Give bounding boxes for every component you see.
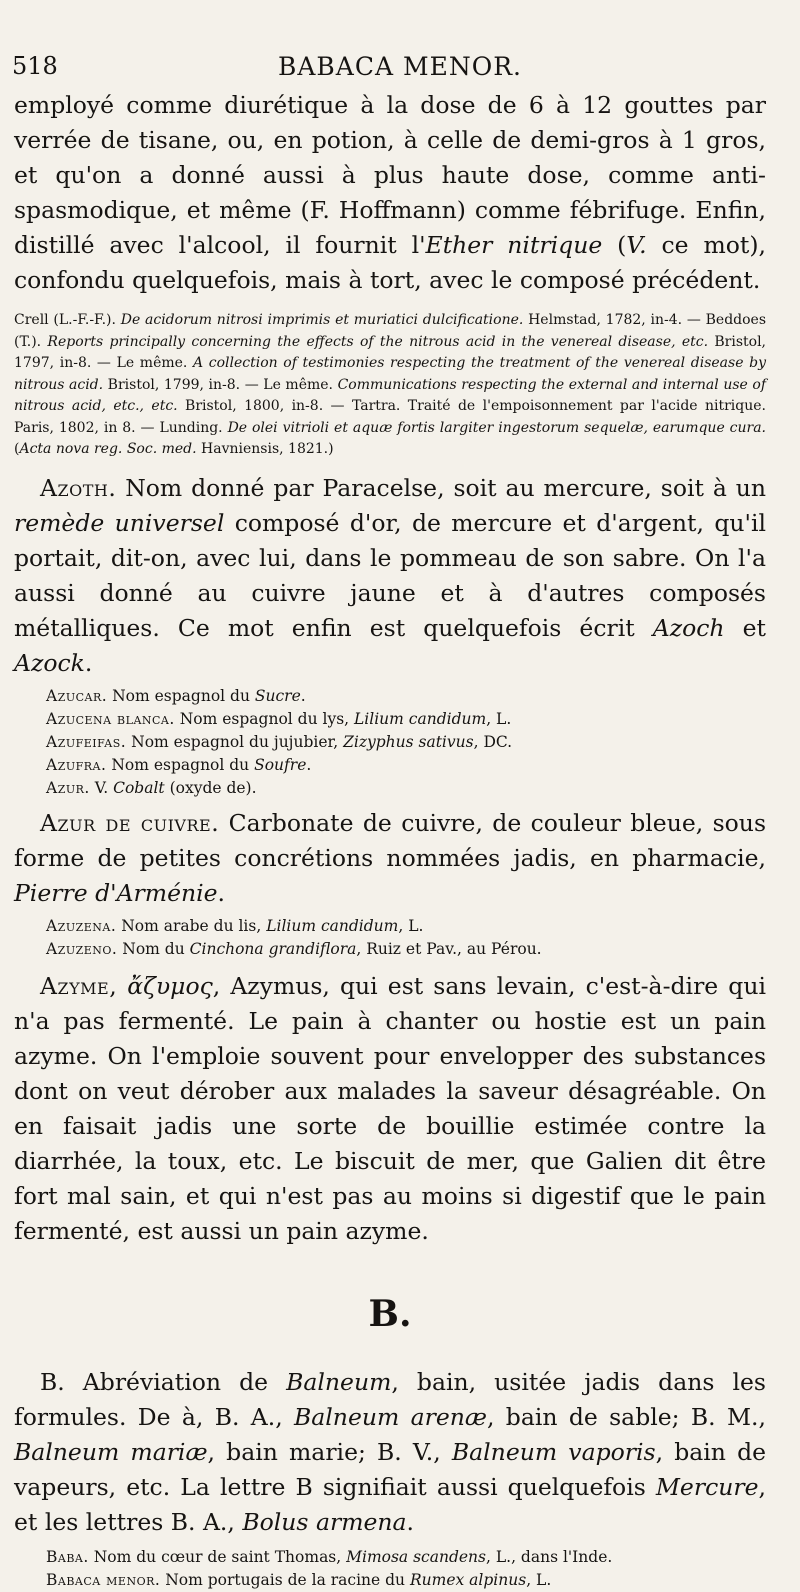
bibliography: Crell (L.-F.-F.). De acidorum nitrosi imprimis et muriatici dulcificatione. Helmstad, 1782, in-4. — Beddoes (T.). Reports principally concerning the effects of the nitrous acid in the venereal disease, etc. Bristol, 1797, in-8. — Le même. A collection of testimonies respecting the treatment of the venereal disease by nitrous acid. Bristol, 1799, in-8. — Le même. Communications respecting the external and internal use of nitrous acid, etc., etc. Bristol, 1800, in-8. — Tartra. Traité de l'empoisonnement par l'acide nitrique. Paris, 1802, in 8. — Lunding. De olei vitrioli et aquæ fortis largiter ingestorum sequelæ, earumque cura. (Acta nova reg. Soc. med. Havniensis, 1821.) <box>14 312 767 457</box>
entry-azur: Azur. V. Cobalt (oxyde de). <box>46 778 257 797</box>
entry-azuzeno: Azuzeno. Nom du Cinchona grandiflora, Ruiz et Pav., au Pérou. <box>46 939 542 958</box>
running-head: BABACA MENOR. <box>278 52 522 81</box>
entry-azucena-blanca: Azucena blanca. Nom espagnol du lys, Lilium candidum, L. <box>46 709 512 728</box>
entry-azuzena: Azuzena. Nom arabe du lis, Lilium candidum, L. <box>46 916 424 935</box>
continued-paragraph: employé comme diurétique à la dose de 6 à 12 gouttes par verrée de tisane, ou, en potion, à celle de demi-gros à 1 gros, et qu'on a donné aussi à plus haute dose, comme anti-spasmodique, et même (F. Hoffmann) comme fébrifuge. Enfin, distillé avec l'alcool, il fournit l'Ether nitrique (V. ce mot), confondu quelquefois, mais à tort, avec le composé précédent. <box>14 91 766 294</box>
page-number: 518 <box>12 52 58 80</box>
entry-babaca-menor: Babaca menor. Nom portugais de la racine du Rumex alpinus, L. <box>46 1570 552 1589</box>
entry-azur-de-cuivre: Azur de cuivre. Carbonate de cuivre, de couleur bleue, sous forme de petites concrétions nommées jadis, en pharmacie, Pierre d'Arménie. <box>14 808 767 907</box>
entry-azyme: Azyme, ἄζυμος, Azymus, qui est sans levain, c'est-à-dire qui n'a pas fermenté. Le pain à chanter ou hostie est un pain azyme. On l'emploie souvent pour envelopper des substances dont on veut dérober aux malades la saveur désagréable. On en faisait jadis une sorte de bouillie estimée contre la diarrhée, la toux, etc. Le biscuit de mer, que Galien dit être fort mal sain, et qui n'est pas au moins si digestif que le pain fermenté, est aussi un pain azyme. <box>14 971 766 1245</box>
entry-azoth: Azoth. Nom donné par Paracelse, soit au mercure, soit à un remède universel composé d'or, de mercure et d'argent, qu'il portait, dit-on, avec lui, dans le pommeau de son sabre. On l'a aussi donné au cuivre jaune et à d'autres composés métalliques. Ce mot enfin est quelquefois écrit Azoch et Azock. <box>14 473 766 677</box>
entry-azufeifas: Azufeifas. Nom espagnol du jujubier, Zizyphus sativus, DC. <box>46 732 513 751</box>
entry-b: B. Abréviation de Balneum, bain, usitée jadis dans les formules. De à, B. A., Balneum arenæ, bain de sable; B. M., Balneum mariæ, bain marie; B. V., Balneum vaporis, bain de vapeurs, etc. La lettre B signifiait aussi quelquefois Mercure, et les lettres B. A., Bolus armena. <box>14 1367 767 1536</box>
entry-azufra: Azufra. Nom espagnol du Soufre. <box>46 755 312 774</box>
section-letter-b: B. <box>368 1292 412 1335</box>
main-column <box>14 88 766 1592</box>
entry-azucar: Azucar. Nom espagnol du Sucre. <box>46 686 306 705</box>
page-header <box>0 52 800 86</box>
entry-baba: Baba. Nom du cœur de saint Thomas, Mimosa scandens, L., dans l'Inde. <box>46 1547 613 1566</box>
